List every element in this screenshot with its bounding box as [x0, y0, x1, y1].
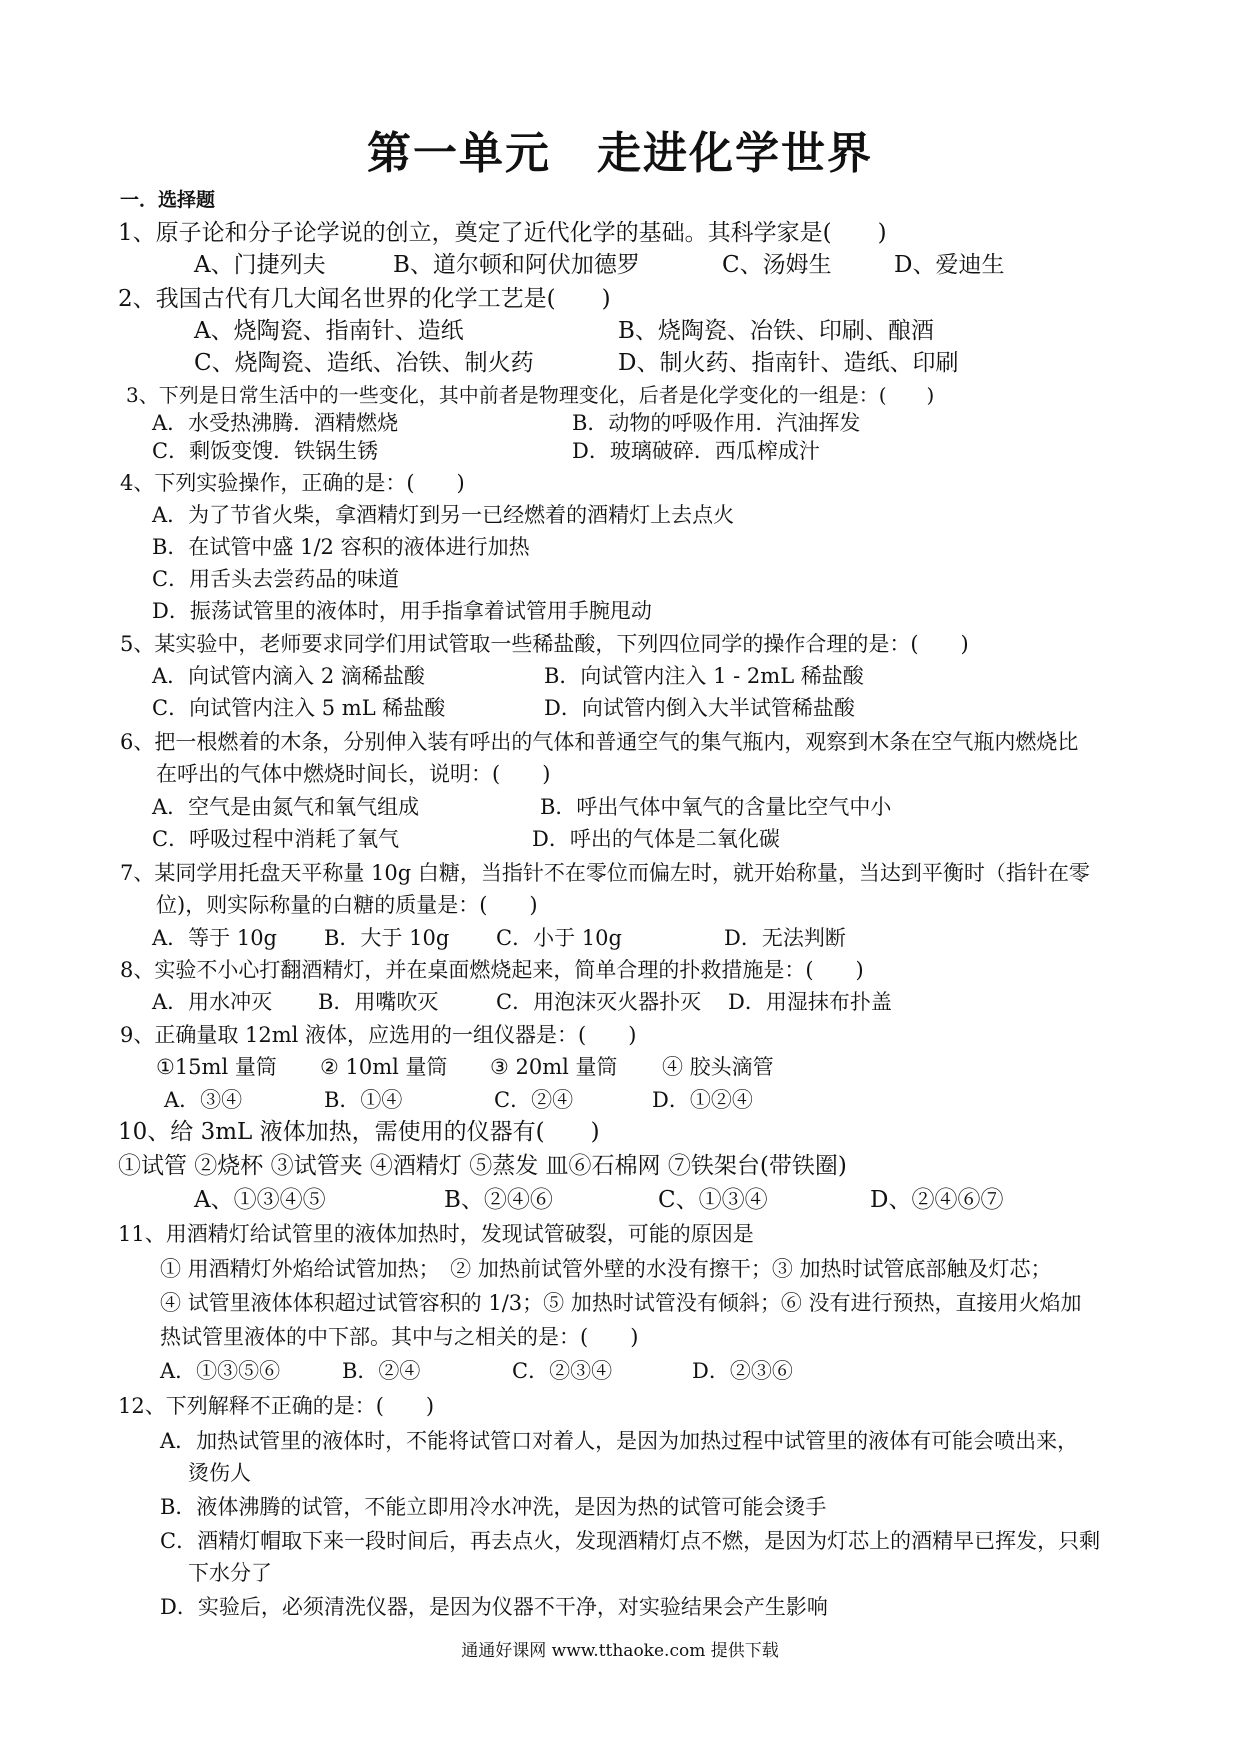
q9-item-3: ③ 20ml 量筒 — [490, 1055, 618, 1079]
q4-option-b: B．在试管中盛 1/2 容积的液体进行加热 — [152, 535, 530, 559]
question-2: 2、我国古代有几大闻名世界的化学工艺是( ) — [118, 286, 611, 312]
q3-option-b: B．动物的呼吸作用．汽油挥发 — [572, 411, 861, 435]
q11-option-a: A．①③⑤⑥ — [160, 1359, 281, 1383]
q10-option-d: D、②④⑥⑦ — [870, 1187, 1004, 1213]
q6-option-a: A．空气是由氮气和氧气组成 — [152, 795, 420, 819]
q2-option-c: C、烧陶瓷、造纸、冶铁、制火药 — [194, 350, 534, 376]
q9-option-d: D．①②④ — [652, 1088, 753, 1112]
q9-option-c: C．②④ — [494, 1088, 574, 1112]
q9-item-4: ④ 胶头滴管 — [662, 1055, 774, 1079]
page-footer: 通通好课网 www.tthaoke.com 提供下载 — [461, 1641, 779, 1661]
section-heading: 一．选择题 — [120, 189, 216, 211]
q1-option-d: D、爱迪生 — [894, 252, 1005, 278]
question-1: 1、原子论和分子论学说的创立，奠定了近代化学的基础。其科学家是( ) — [118, 220, 887, 246]
question-8: 8、实验不小心打翻酒精灯，并在桌面燃烧起来，简单合理的扑救措施是：( ) — [120, 958, 864, 982]
q4-option-a: A．为了节省火柴，拿酒精灯到另一已经燃着的酒精灯上去点火 — [152, 503, 735, 527]
q11-option-b: B．②④ — [342, 1359, 421, 1383]
q2-option-d: D、制火药、指南针、造纸、印刷 — [618, 350, 959, 376]
q4-option-c: C．用舌头去尝药品的味道 — [152, 567, 400, 591]
q9-option-b: B．①④ — [324, 1088, 403, 1112]
question-7: 7、某同学用托盘天平称量 10g 白糖，当指针不在零位而偏左时，就开始称量，当达到平衡时（指针在零 — [120, 861, 1090, 885]
question-10-items: ①试管 ②烧杯 ③试管夹 ④酒精灯 ⑤蒸发 皿⑥石棉网 ⑦铁架台(带铁圈) — [118, 1153, 847, 1179]
q7-option-c: C．小于 10g — [496, 926, 622, 950]
q12-option-b: B．液体沸腾的试管，不能立即用冷水冲洗，是因为热的试管可能会烫手 — [160, 1495, 827, 1519]
q9-item-1: ①15ml 量筒 — [156, 1055, 277, 1079]
q12-option-a: A．加热试管里的液体时，不能将试管口对着人，是因为加热过程中试管里的液体有可能会喷出来， — [160, 1429, 1079, 1453]
q8-option-b: B．用嘴吹灭 — [318, 990, 439, 1014]
q3-option-a: A．水受热沸腾．酒精燃烧 — [152, 411, 399, 435]
question-9: 9、正确量取 12ml 液体，应选用的一组仪器是：( ) — [120, 1023, 637, 1047]
q6-option-c: C．呼吸过程中消耗了氧气 — [152, 827, 400, 851]
q6-option-d: D．呼出的气体是二氧化碳 — [532, 827, 780, 851]
question-11-line-2: ① 用酒精灯外焰给试管加热； ② 加热前试管外壁的水没有擦干；③ 加热时试管底部触及灯芯； — [160, 1257, 1052, 1281]
q12-option-a-cont: 烫伤人 — [188, 1461, 251, 1485]
q8-option-c: C．用泡沫灭火器扑灭 — [496, 990, 702, 1014]
page-title: 第一单元 走进化学世界 — [367, 128, 873, 179]
question-5: 5、某实验中，老师要求同学们用试管取一些稀盐酸，下列四位同学的操作合理的是：( ) — [120, 632, 969, 656]
q8-option-d: D．用湿抹布扑盖 — [728, 990, 892, 1014]
q11-option-c: C．②③④ — [512, 1359, 613, 1383]
q8-option-a: A．用水冲灭 — [152, 990, 273, 1014]
q4-option-d: D．振荡试管里的液体时，用手指拿着试管用手腕甩动 — [152, 599, 652, 623]
q3-option-c: C．剩饭变馊．铁锅生锈 — [152, 439, 379, 463]
question-6-cont: 在呼出的气体中燃烧时间长，说明：( ) — [156, 762, 551, 786]
q10-option-b: B、②④⑥ — [444, 1187, 553, 1213]
q3-option-d: D．玻璃破碎．西瓜榨成汁 — [572, 439, 820, 463]
q1-option-a: A、门捷列夫 — [194, 252, 326, 278]
q7-option-a: A．等于 10g — [152, 926, 278, 950]
question-6: 6、把一根燃着的木条，分别伸入装有呼出的气体和普通空气的集气瓶内，观察到木条在空气瓶内燃烧比 — [120, 730, 1079, 754]
q5-option-c: C．向试管内注入 5 mL 稀盐酸 — [152, 696, 446, 720]
q12-option-c-cont: 下水分了 — [188, 1561, 272, 1585]
question-11-line-4: 热试管里液体的中下部。其中与之相关的是：( ) — [160, 1325, 639, 1349]
q5-option-d: D．向试管内倒入大半试管稀盐酸 — [544, 696, 855, 720]
q1-option-c: C、汤姆生 — [722, 252, 832, 278]
q7-option-b: B．大于 10g — [324, 926, 450, 950]
question-11-line-3: ④ 试管里液体体积超过试管容积的 1/3；⑤ 加热时试管没有倾斜；⑥ 没有进行预热，直接用火焰加 — [160, 1291, 1082, 1315]
q9-item-2: ② 10ml 量筒 — [320, 1055, 448, 1079]
q10-option-c: C、①③④ — [658, 1187, 768, 1213]
q2-option-b: B、烧陶瓷、冶铁、印刷、酿酒 — [618, 318, 934, 344]
q2-option-a: A、烧陶瓷、指南针、造纸 — [194, 318, 464, 344]
question-10: 10、给 3mL 液体加热，需使用的仪器有( ) — [118, 1119, 600, 1145]
q9-option-a: A．③④ — [164, 1088, 243, 1112]
q5-option-a: A．向试管内滴入 2 滴稀盐酸 — [152, 664, 425, 688]
question-11: 11、用酒精灯给试管里的液体加热时，发现试管破裂，可能的原因是 — [118, 1222, 754, 1246]
question-12: 12、下列解释不正确的是：( ) — [118, 1394, 435, 1418]
question-7-cont: 位)，则实际称量的白糖的质量是：( ) — [156, 893, 538, 917]
question-4: 4、下列实验操作，正确的是：( ) — [120, 471, 465, 495]
q5-option-b: B．向试管内注入 1 - 2mL 稀盐酸 — [544, 664, 864, 688]
q1-option-b: B、道尔顿和阿伏加德罗 — [393, 252, 640, 278]
q10-option-a: A、①③④⑤ — [194, 1187, 326, 1213]
q12-option-d: D．实验后，必须清洗仪器，是因为仪器不干净，对实验结果会产生影响 — [160, 1595, 828, 1619]
q11-option-d: D．②③⑥ — [692, 1359, 793, 1383]
q7-option-d: D．无法判断 — [724, 926, 846, 950]
q6-option-b: B．呼出气体中氧气的含量比空气中小 — [540, 795, 892, 819]
question-3: 3、下列是日常生活中的一些变化，其中前者是物理变化，后者是化学变化的一组是：( ) — [126, 383, 935, 407]
q12-option-c: C．酒精灯帽取下来一段时间后，再去点火，发现酒精灯点不燃，是因为灯芯上的酒精早已挥发，只剩 — [160, 1529, 1101, 1553]
